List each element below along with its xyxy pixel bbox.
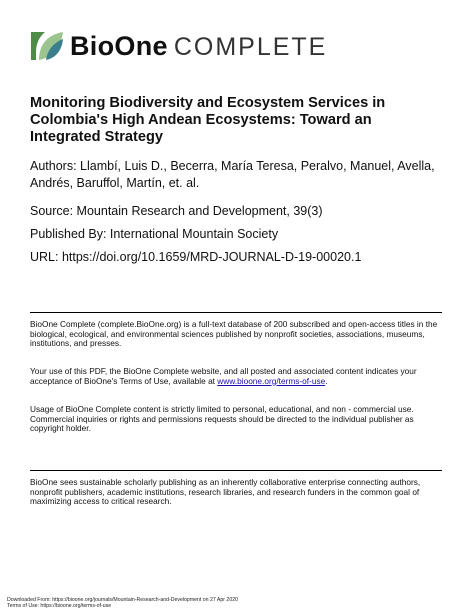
logo-wordmark-bold: BioOne <box>70 30 168 61</box>
article-source: Source: Mountain Research and Development, 39(3) <box>30 204 323 218</box>
divider-top <box>30 312 442 313</box>
divider-bottom <box>30 470 442 471</box>
terms-notice <box>30 367 442 386</box>
terms-notice-text: Your use of this PDF, the BioOne Complete website, and all posted and associated content indicates your acceptance of BioOne's Terms of Use, available at <box>30 366 417 386</box>
footer-download-info: Downloaded From: https://bioone.org/journals/Mountain-Research-and-Development on 27 Apr 2020 <box>7 597 238 603</box>
terms-notice-end: . <box>325 375 328 386</box>
mission-statement: BioOne sees sustainable scholarly publishing as an inherently collaborative enterprise connecting authors, nonprofit publishers, academic institutions, research libraries, and research funders in the common goal of maximizing access to critical research. <box>30 477 421 507</box>
bioone-leaf-icon <box>30 30 64 62</box>
article-authors: Authors: Llambí, Luis D., Becerra, María Teresa, Peralvo, Manuel, Avella, Andrés, Baruffol, Martín, et. al. <box>30 159 435 190</box>
database-notice: BioOne Complete (complete.BioOne.org) is a full-text database of 200 subscribed and open-access titles in the biological, ecological, and environmental sciences published by nonprofit societies, associations, museums, institutions, and presses. <box>30 319 438 349</box>
logo-wordmark <box>70 30 328 61</box>
footer-terms-info: Terms of Use: https://bioone.org/terms-of-use <box>7 603 112 609</box>
logo-wordmark-light: COMPLETE <box>173 32 328 61</box>
article-url: URL: https://doi.org/10.1659/MRD-JOURNAL-D-19-00020.1 <box>30 250 362 264</box>
article-title: Monitoring Biodiversity and Ecosystem Services in Colombia's High Andean Ecosystems: Toward an Integrated Strategy <box>30 95 386 145</box>
bioone-logo <box>30 28 327 64</box>
terms-of-use-link[interactable]: www.bioone.org/terms-of-use <box>217 375 326 386</box>
article-publisher: Published By: International Mountain Society <box>30 227 279 241</box>
usage-notice: Usage of BioOne Complete content is strictly limited to personal, educational, and non - commercial use. Commercial inquiries or rights and permissions requests should be directed to the individual publisher as copyright holder. <box>30 404 414 434</box>
